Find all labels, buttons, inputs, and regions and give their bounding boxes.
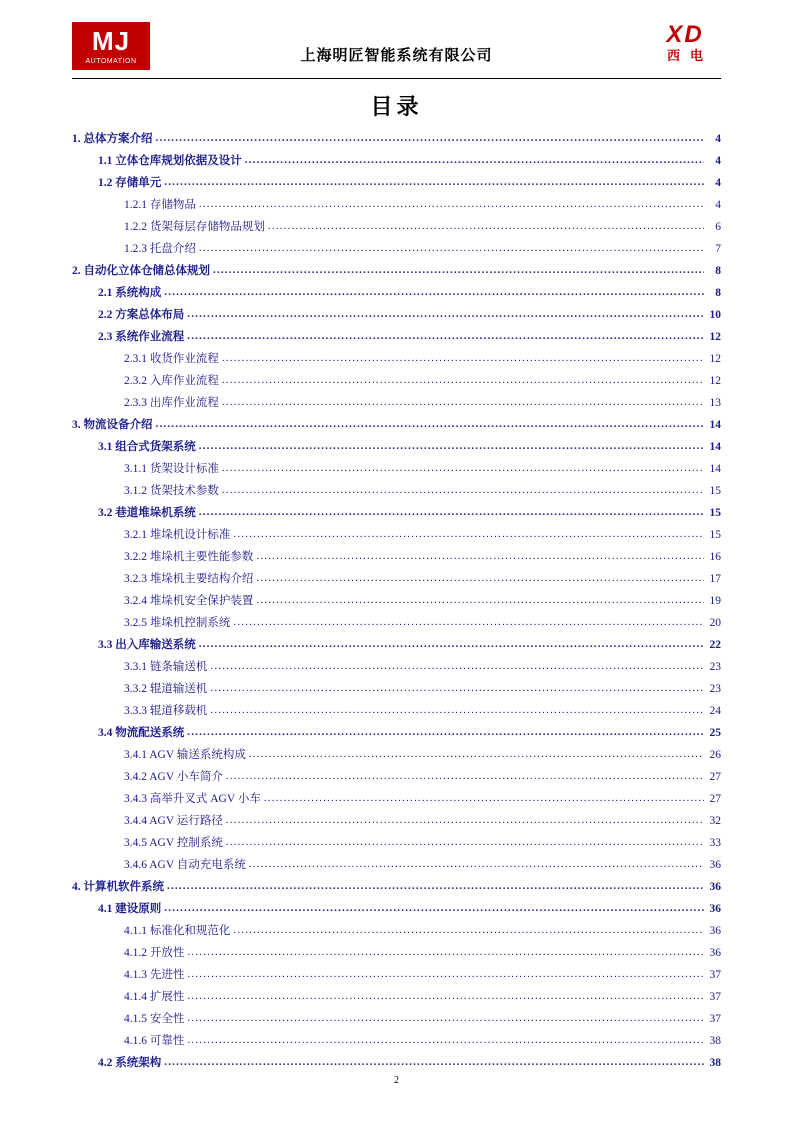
toc-entry-label: 1.1 立体仓库规划依据及设计 <box>98 155 242 167</box>
toc-entry-leader <box>226 818 704 832</box>
toc-entry[interactable] <box>72 502 721 524</box>
toc-entry-leader <box>222 400 704 414</box>
toc-entry-page: 20 <box>709 617 721 629</box>
toc-entry-page: 37 <box>709 969 721 981</box>
toc-entry-leader <box>199 510 704 524</box>
toc-entry-page: 22 <box>709 639 721 651</box>
toc-entry-page: 36 <box>709 903 721 915</box>
toc-entry-label: 1.2.2 货架每层存储物品规划 <box>124 221 265 233</box>
xd-logo <box>649 22 721 74</box>
toc-entry[interactable] <box>72 568 721 590</box>
toc-entry-page: 17 <box>709 573 721 585</box>
toc-entry[interactable] <box>72 986 721 1008</box>
toc-entry-label: 1.2 存储单元 <box>98 177 162 189</box>
toc-entry-page: 33 <box>709 837 721 849</box>
toc-entry[interactable] <box>72 150 721 172</box>
toc-entry-label: 4.1 建设原则 <box>98 903 162 915</box>
toc-entry-leader <box>199 444 704 458</box>
toc-entry-page: 8 <box>715 287 721 299</box>
page-title: 目录 <box>370 94 423 119</box>
toc-entry-page: 24 <box>709 705 721 717</box>
toc-entry-label: 3.4.6 AGV 自动充电系统 <box>124 859 246 871</box>
toc-entry-page: 23 <box>709 683 721 695</box>
toc-entry-page: 14 <box>709 463 721 475</box>
toc-entry-label: 4.2 系统架构 <box>98 1057 162 1069</box>
toc-entry-page: 15 <box>709 485 721 497</box>
toc-entry-page: 13 <box>709 397 721 409</box>
toc-entry-page: 15 <box>709 529 721 541</box>
toc-entry-label: 3.4.1 AGV 输送系统构成 <box>124 749 246 761</box>
toc-entry[interactable] <box>72 1008 721 1030</box>
toc-entry-page: 12 <box>709 331 721 343</box>
toc-entry[interactable] <box>72 612 721 634</box>
toc-entry-leader <box>256 576 704 590</box>
toc-entry-leader <box>222 466 704 480</box>
table-of-contents <box>72 128 721 1074</box>
toc-entry[interactable] <box>72 920 721 942</box>
toc-entry-leader <box>199 202 704 216</box>
toc-entry-leader <box>187 972 704 986</box>
toc-entry-leader <box>256 598 704 612</box>
xd-logo-mark: XD <box>666 21 704 48</box>
toc-entry-label: 4.1.1 标准化和规范化 <box>124 925 231 937</box>
toc-entry-label: 4. 计算机软件系统 <box>72 881 164 893</box>
toc-entry-page: 36 <box>709 859 721 871</box>
toc-entry[interactable] <box>72 392 721 414</box>
toc-entry-label: 2.3.2 入库作业流程 <box>124 375 219 387</box>
toc-entry-page: 19 <box>709 595 721 607</box>
toc-entry-leader <box>233 532 704 546</box>
toc-entry[interactable] <box>72 854 721 876</box>
toc-entry[interactable] <box>72 458 721 480</box>
toc-entry-leader <box>222 378 704 392</box>
toc-entry-label: 3.3.3 辊道移载机 <box>124 705 208 717</box>
toc-entry-leader <box>233 620 704 634</box>
toc-entry-leader <box>187 1016 704 1030</box>
toc-entry[interactable] <box>72 414 721 436</box>
toc-entry-page: 7 <box>715 243 721 255</box>
toc-entry-leader <box>245 158 704 172</box>
toc-entry-page: 4 <box>715 199 721 211</box>
toc-entry-label: 2.1 系统构成 <box>98 287 162 299</box>
toc-entry-page: 4 <box>715 133 721 145</box>
toc-entry-leader <box>187 312 704 326</box>
toc-entry-label: 3.2 巷道堆垛机系统 <box>98 507 196 519</box>
toc-entry-label: 2.3.3 出库作业流程 <box>124 397 219 409</box>
toc-entry-label: 1.2.1 存储物品 <box>124 199 196 211</box>
toc-entry-leader <box>199 642 704 656</box>
toc-entry-label: 3.1 组合式货架系统 <box>98 441 196 453</box>
toc-entry-label: 3.2.4 堆垛机安全保护装置 <box>124 595 254 607</box>
toc-entry-label: 3.4.2 AGV 小车简介 <box>124 771 223 783</box>
toc-entry-leader <box>256 554 704 568</box>
toc-entry-page: 25 <box>709 727 721 739</box>
toc-entry-leader <box>249 752 704 766</box>
toc-entry-label: 1. 总体方案介绍 <box>72 133 153 145</box>
toc-entry[interactable] <box>72 590 721 612</box>
toc-entry[interactable] <box>72 964 721 986</box>
toc-entry-page: 4 <box>715 177 721 189</box>
xd-logo-cn: 西电 <box>666 48 713 63</box>
toc-entry-page: 26 <box>709 749 721 761</box>
toc-entry-page: 14 <box>709 441 721 453</box>
toc-entry[interactable] <box>72 678 721 700</box>
toc-entry[interactable] <box>72 634 721 656</box>
toc-entry-label: 3. 物流设备介绍 <box>72 419 153 431</box>
toc-entry-page: 15 <box>709 507 721 519</box>
toc-entry-leader <box>226 840 704 854</box>
toc-entry-leader <box>164 906 704 920</box>
toc-entry-leader <box>233 928 704 942</box>
toc-entry-page: 16 <box>709 551 721 563</box>
toc-entry-leader <box>164 180 704 194</box>
toc-entry[interactable] <box>72 876 721 898</box>
toc-entry[interactable] <box>72 128 721 150</box>
toc-entry-label: 2.3 系统作业流程 <box>98 331 185 343</box>
toc-entry-leader <box>222 488 704 502</box>
toc-entry-leader <box>222 356 704 370</box>
page-number-footer: 2 <box>394 1075 399 1086</box>
toc-entry-page: 12 <box>709 375 721 387</box>
toc-entry-leader <box>187 950 704 964</box>
toc-entry-leader <box>187 994 704 1008</box>
toc-entry-leader <box>164 1060 704 1074</box>
toc-entry[interactable] <box>72 304 721 326</box>
toc-entry-label: 3.2.2 堆垛机主要性能参数 <box>124 551 254 563</box>
toc-entry-page: 8 <box>715 265 721 277</box>
toc-entry-label: 2.2 方案总体布局 <box>98 309 185 321</box>
toc-entry-page: 27 <box>709 771 721 783</box>
toc-entry-leader <box>199 246 704 260</box>
toc-entry-label: 4.1.5 安全性 <box>124 1013 185 1025</box>
header-divider <box>72 78 721 79</box>
toc-entry[interactable] <box>72 656 721 678</box>
toc-entry[interactable] <box>72 216 721 238</box>
toc-entry-label: 3.3 出入库输送系统 <box>98 639 196 651</box>
toc-entry-label: 3.4.5 AGV 控制系统 <box>124 837 223 849</box>
toc-entry[interactable] <box>72 788 721 810</box>
toc-entry-leader <box>167 884 704 898</box>
toc-entry-label: 3.2.3 堆垛机主要结构介绍 <box>124 573 254 585</box>
toc-entry-label: 4.1.3 先进性 <box>124 969 185 981</box>
toc-entry[interactable] <box>72 832 721 854</box>
company-name: 上海明匠智能系统有限公司 <box>300 48 493 64</box>
toc-entry[interactable] <box>72 370 721 392</box>
toc-entry-leader <box>187 730 704 744</box>
toc-entry-page: 23 <box>709 661 721 673</box>
toc-entry[interactable] <box>72 766 721 788</box>
toc-entry-page: 38 <box>709 1035 721 1047</box>
toc-entry-page: 4 <box>715 155 721 167</box>
toc-entry-label: 3.2.5 堆垛机控制系统 <box>124 617 231 629</box>
toc-entry-label: 3.4.4 AGV 运行路径 <box>124 815 223 827</box>
toc-entry[interactable] <box>72 1052 721 1074</box>
toc-entry[interactable] <box>72 194 721 216</box>
toc-entry[interactable] <box>72 1030 721 1052</box>
toc-entry-leader <box>210 664 704 678</box>
toc-entry-page: 37 <box>709 1013 721 1025</box>
toc-entry-label: 2. 自动化立体仓储总体规划 <box>72 265 210 277</box>
toc-entry-label: 3.2.1 堆垛机设计标准 <box>124 529 231 541</box>
toc-entry-page: 36 <box>709 947 721 959</box>
toc-entry[interactable] <box>72 172 721 194</box>
toc-entry[interactable] <box>72 898 721 920</box>
toc-entry-page: 6 <box>715 221 721 233</box>
toc-entry-label: 4.1.4 扩展性 <box>124 991 185 1003</box>
toc-entry-label: 1.2.3 托盘介绍 <box>124 243 196 255</box>
toc-entry-label: 2.3.1 收货作业流程 <box>124 353 219 365</box>
toc-entry-page: 36 <box>709 925 721 937</box>
toc-entry-leader <box>210 708 704 722</box>
toc-entry-leader <box>213 268 704 282</box>
page-header <box>72 22 721 78</box>
toc-entry[interactable] <box>72 942 721 964</box>
toc-entry-leader <box>187 334 704 348</box>
toc-entry[interactable] <box>72 260 721 282</box>
toc-entry-leader <box>226 774 704 788</box>
toc-entry[interactable] <box>72 238 721 260</box>
toc-entry-leader <box>210 686 704 700</box>
toc-entry-label: 3.3.1 链条输送机 <box>124 661 208 673</box>
toc-entry-page: 38 <box>709 1057 721 1069</box>
toc-entry[interactable] <box>72 436 721 458</box>
toc-entry[interactable] <box>72 524 721 546</box>
toc-entry-page: 10 <box>709 309 721 321</box>
toc-entry-label: 3.1.1 货架设计标准 <box>124 463 219 475</box>
toc-entry-leader <box>156 422 705 436</box>
toc-entry[interactable] <box>72 744 721 766</box>
toc-entry-label: 3.3.2 辊道输送机 <box>124 683 208 695</box>
toc-entry-label: 3.4 物流配送系统 <box>98 727 185 739</box>
toc-entry[interactable] <box>72 348 721 370</box>
toc-entry[interactable] <box>72 700 721 722</box>
toc-entry-label: 4.1.6 可靠性 <box>124 1035 185 1047</box>
toc-entry-label: 4.1.2 开放性 <box>124 947 185 959</box>
toc-entry-page: 32 <box>709 815 721 827</box>
toc-entry[interactable] <box>72 480 721 502</box>
mingjiang-logo-subtitle: AUTOMATION <box>85 57 137 65</box>
toc-entry[interactable] <box>72 326 721 348</box>
toc-entry-leader <box>156 136 705 150</box>
toc-entry[interactable] <box>72 546 721 568</box>
toc-entry-page: 12 <box>709 353 721 365</box>
toc-entry-leader <box>268 224 704 238</box>
toc-entry-page: 37 <box>709 991 721 1003</box>
toc-entry-leader <box>187 1038 704 1052</box>
toc-entry[interactable] <box>72 722 721 744</box>
toc-entry[interactable] <box>72 282 721 304</box>
toc-entry-page: 36 <box>709 881 721 893</box>
toc-entry-page: 27 <box>709 793 721 805</box>
toc-entry-leader <box>249 862 704 876</box>
toc-entry-leader <box>264 796 704 810</box>
toc-entry-label: 3.1.2 货架技术参数 <box>124 485 219 497</box>
toc-entry[interactable] <box>72 810 721 832</box>
toc-entry-page: 14 <box>709 419 721 431</box>
toc-entry-leader <box>164 290 704 304</box>
toc-entry-label: 3.4.3 高举升叉式 AGV 小车 <box>124 793 261 805</box>
mingjiang-logo-mark: MJ <box>91 25 131 56</box>
